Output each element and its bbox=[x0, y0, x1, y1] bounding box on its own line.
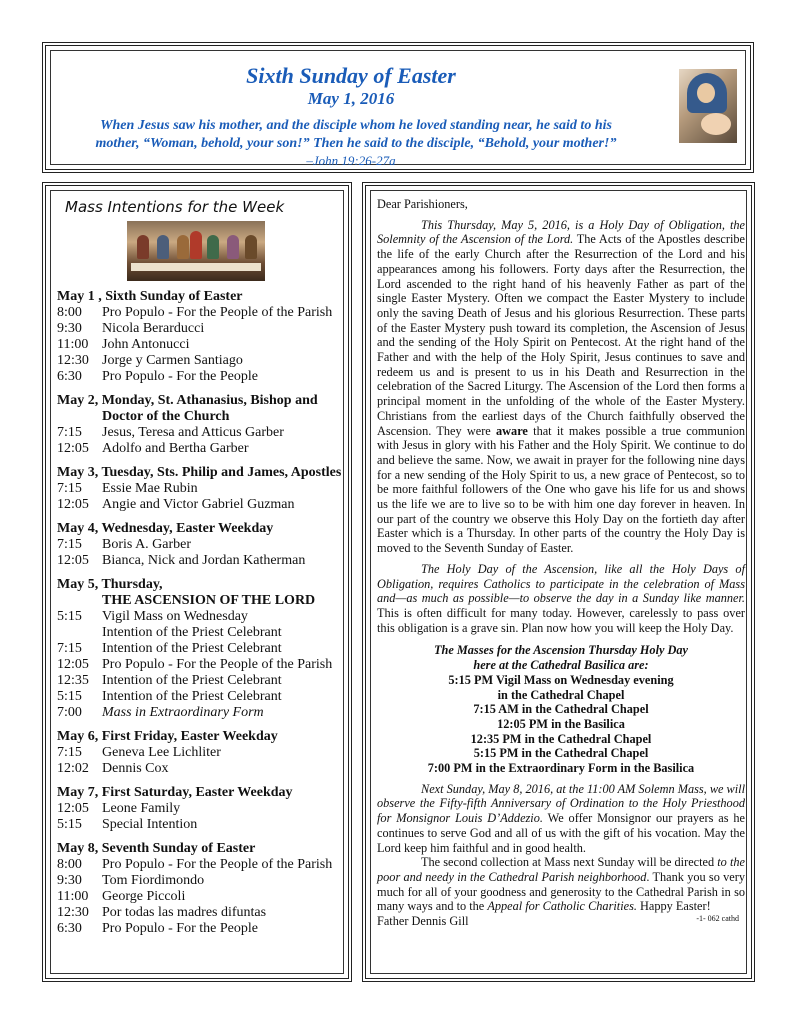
mass-schedule-list bbox=[377, 673, 745, 776]
intention-day-heading: May 7, First Saturday, Easter Weekday bbox=[57, 785, 293, 800]
intention-day bbox=[57, 521, 349, 569]
intention-time: 7:15 bbox=[57, 745, 82, 760]
apostle-figure bbox=[157, 235, 169, 259]
intention-day bbox=[57, 465, 349, 513]
intention-day bbox=[57, 289, 349, 385]
intention-time: 12:05 bbox=[57, 441, 89, 456]
apostle-figure bbox=[245, 235, 257, 259]
intention-time: 11:00 bbox=[57, 337, 89, 352]
intention-row bbox=[57, 337, 349, 353]
intention-time: 12:05 bbox=[57, 497, 89, 512]
intention-name: Por todas las madres difuntas bbox=[102, 905, 267, 920]
intention-time: 6:30 bbox=[57, 369, 82, 384]
intention-name: Vigil Mass on Wednesday bbox=[102, 609, 248, 624]
intention-name: John Antonucci bbox=[102, 337, 190, 352]
letter-paragraph-ascension bbox=[377, 218, 745, 556]
intention-time: 7:15 bbox=[57, 425, 82, 440]
letter-p1-bold: aware bbox=[496, 423, 528, 438]
intention-day bbox=[57, 393, 349, 457]
intention-time: 7:00 bbox=[57, 705, 82, 720]
bulletin-date: May 1, 2016 bbox=[307, 89, 395, 108]
apostle-figure bbox=[227, 235, 239, 259]
letter-p2-italic: The Holy Day of the Ascension, like all the Holy Days of Obligation, requires Catholics to participate in the celebration of Mass and—as much as possible—to observe the day in a Sunday like manner. bbox=[377, 561, 745, 606]
intention-time: 8:00 bbox=[57, 857, 82, 872]
intention-row bbox=[57, 761, 349, 777]
letter-paragraph-collection bbox=[377, 855, 745, 914]
letter-p4-end: Happy Easter! bbox=[636, 899, 711, 914]
intention-name: Intention of the Priest Celebrant bbox=[102, 641, 282, 656]
intention-row bbox=[57, 673, 349, 689]
mass-schedule-line: 7:00 PM in the Extraordinary Form in the Basilica bbox=[427, 761, 695, 776]
mass-schedule-line: 5:15 PM in the Cathedral Chapel bbox=[473, 746, 649, 761]
intention-time: 7:15 bbox=[57, 481, 82, 496]
child-figure bbox=[701, 113, 731, 135]
scripture-citation: –John 19:26-27a bbox=[306, 153, 396, 168]
mass-schedule-title-2: here at the Cathedral Basilica are: bbox=[473, 658, 649, 673]
intention-row bbox=[57, 745, 349, 761]
intention-time: 9:30 bbox=[57, 321, 82, 336]
page-code: -1- 062 cathd bbox=[696, 914, 739, 924]
letter-paragraph-anniversary bbox=[377, 782, 745, 856]
intention-time: 12:30 bbox=[57, 353, 89, 368]
letter-p4-italic-2: Appeal for Catholic Charities. bbox=[487, 899, 637, 914]
intention-row bbox=[57, 553, 349, 569]
intention-row bbox=[57, 689, 349, 705]
intention-day-heading: May 3, Tuesday, Sts. Philip and James, Apostles bbox=[57, 465, 342, 480]
intention-row bbox=[57, 905, 349, 921]
intention-name: Geneva Lee Lichliter bbox=[102, 745, 221, 760]
letter-salutation: Dear Parishioners, bbox=[377, 197, 468, 211]
intention-day-heading: May 8, Seventh Sunday of Easter bbox=[57, 841, 256, 856]
intention-day-heading: May 4, Wednesday, Easter Weekday bbox=[57, 521, 274, 536]
intention-row bbox=[57, 321, 349, 337]
letter-p4-start: The second collection at Mass next Sunday will be directed bbox=[421, 855, 718, 870]
intention-time: 6:30 bbox=[57, 921, 82, 936]
header-box bbox=[42, 42, 754, 173]
apostle-figure bbox=[207, 235, 219, 259]
intention-time: 5:15 bbox=[57, 609, 82, 624]
intention-name: Dennis Cox bbox=[102, 761, 169, 776]
intention-name: Pro Populo - For the People of the Parish bbox=[102, 657, 333, 672]
intention-time: 12:05 bbox=[57, 553, 89, 568]
intention-day-subheading: THE ASCENSION OF THE LORD bbox=[102, 593, 316, 608]
intention-row bbox=[57, 657, 349, 673]
intention-name: Pro Populo - For the People of the Parish bbox=[102, 305, 333, 320]
intention-row bbox=[57, 537, 349, 553]
mass-schedule-line: in the Cathedral Chapel bbox=[497, 687, 625, 702]
intention-day bbox=[57, 577, 349, 721]
intention-day-heading: May 5, Thursday, bbox=[57, 577, 163, 592]
letter-signature: Father Dennis Gill bbox=[377, 914, 469, 929]
intention-time: 5:15 bbox=[57, 817, 82, 832]
letter-paragraph-obligation bbox=[377, 562, 745, 636]
mass-schedule-line: 12:35 PM in the Cathedral Chapel bbox=[470, 731, 652, 746]
intention-day-heading: May 2, Monday, St. Athanasius, Bishop and bbox=[57, 393, 318, 408]
intention-row bbox=[57, 857, 349, 873]
intention-day bbox=[57, 841, 349, 937]
intention-name: Intention of the Priest Celebrant bbox=[102, 689, 282, 704]
mass-schedule-title-1: The Masses for the Ascension Thursday Holy Day bbox=[433, 643, 689, 658]
intention-name: Leone Family bbox=[102, 801, 181, 816]
intention-name: Intention of the Priest Celebrant bbox=[102, 673, 282, 688]
intention-name: Adolfo and Bertha Garber bbox=[102, 441, 249, 456]
letter-p3-text: We offer Monsignor our prayers as he continues to serve God and all of us with the gift of his vocation. May the Lord keep him faithful and in good health. bbox=[377, 811, 745, 855]
ascension-mass-schedule bbox=[377, 643, 745, 775]
madonna-face bbox=[697, 83, 715, 103]
scripture-quote-line-1: When Jesus saw his mother, and the disciple whom he loved standing near, he said to his bbox=[100, 118, 612, 133]
intention-time: 12:35 bbox=[57, 673, 89, 688]
intention-day bbox=[57, 729, 349, 777]
intention-name: George Piccoli bbox=[102, 889, 186, 904]
intention-row bbox=[57, 441, 349, 457]
pastor-letter-inner-border bbox=[370, 190, 747, 974]
intention-name: Mass in Extraordinary Form bbox=[102, 705, 264, 720]
intention-time: 12:30 bbox=[57, 905, 89, 920]
intention-name: Special Intention bbox=[102, 817, 198, 832]
intention-time: 9:30 bbox=[57, 873, 82, 888]
intention-time: 5:15 bbox=[57, 689, 82, 704]
intention-row bbox=[57, 889, 349, 905]
intention-name: Essie Mae Rubin bbox=[102, 481, 198, 496]
intention-name: Nicola Berarducci bbox=[102, 321, 205, 336]
letter-p1-text-b: that it makes possible a true communion with Jesus in glory with his Father and the Holy Spirit. We continue to do and believe the same. Now, we await in prayer for the following nine days for a new sending of the Holy Spirit to us, a new grace of Pentecost, so to be more faithful followers of the One who gave his life for us and shows us the life we are to live so to be with him one day forever in heaven. In our part of the country we observe this Holy Day on the fortieth day after Easter which is a Thursday. In other parts of the country the Holy Day is moved to the Seventh Sunday of Easter. bbox=[377, 423, 745, 556]
mass-intentions-title: Mass Intentions for the Week bbox=[65, 198, 285, 216]
intention-row bbox=[57, 305, 349, 321]
apostle-figure bbox=[177, 235, 189, 259]
letter-p3-italic: Next Sunday, May 8, 2016, at the 11:00 AM Solemn Mass, we will observe the Fifty-fifth Anniversary of Ordination to the Holy Priesthood for Monsignor Louis D’Addezio. bbox=[377, 781, 746, 826]
intention-name: Intention of the Priest Celebrant bbox=[102, 625, 282, 640]
intention-row bbox=[57, 801, 349, 817]
intention-name: Boris A. Garber bbox=[102, 537, 192, 552]
apostle-figure bbox=[137, 235, 149, 259]
intention-name: Bianca, Nick and Jordan Katherman bbox=[102, 553, 306, 568]
intention-name: Pro Populo - For the People bbox=[102, 369, 258, 384]
intention-time: 8:00 bbox=[57, 305, 82, 320]
intention-row bbox=[57, 873, 349, 889]
intention-row bbox=[57, 353, 349, 369]
intention-row bbox=[57, 641, 349, 657]
scripture-quote bbox=[61, 117, 651, 153]
intention-row bbox=[57, 425, 349, 441]
mass-schedule-line: 7:15 AM in the Cathedral Chapel bbox=[473, 702, 649, 717]
intention-name: Pro Populo - For the People bbox=[102, 921, 258, 936]
intention-day-heading: May 6, First Friday, Easter Weekday bbox=[57, 729, 278, 744]
letter-p1-italic: This Thursday, May 5, 2016, is a Holy Day of Obligation, the Solemnity of the Ascension of the Lord. bbox=[377, 217, 745, 247]
mass-schedule-line: 12:05 PM in the Basilica bbox=[497, 716, 625, 731]
letter-p4-italic: to the poor and needy in the Cathedral Parish neighborhood bbox=[377, 855, 745, 884]
christ-figure bbox=[190, 231, 202, 259]
intention-time: 7:15 bbox=[57, 641, 82, 656]
scripture-quote-line-2: mother, “Woman, behold, your son!” Then he said to the disciple, “Behold, your mother!” bbox=[95, 136, 617, 151]
intention-row bbox=[57, 481, 349, 497]
letter-p4-mid: . Thank you so very much for all of your goodness and generosity to the Cathedral Parish in so many ways and to the bbox=[377, 869, 745, 914]
intention-time: 11:00 bbox=[57, 889, 89, 904]
intention-time: 12:05 bbox=[57, 801, 89, 816]
intention-row bbox=[57, 705, 349, 721]
intention-name: Angie and Victor Gabriel Guzman bbox=[102, 497, 295, 512]
mass-schedule-line: 5:15 PM Vigil Mass on Wednesday evening bbox=[448, 672, 674, 687]
intention-row bbox=[57, 921, 349, 937]
intention-row bbox=[57, 497, 349, 513]
header-inner-border bbox=[50, 50, 746, 168]
last-supper-image bbox=[127, 221, 265, 281]
intention-name: Tom Fiordimondo bbox=[102, 873, 205, 888]
mass-intentions-inner-border bbox=[50, 190, 344, 974]
intention-time bbox=[57, 625, 102, 641]
letter-p2-text: This is often difficult for many today. However, carelessly to pass over this obligation is a grave sin. Plan now how you will keep the Holy Day. bbox=[377, 605, 745, 635]
intention-row bbox=[57, 369, 349, 385]
pastor-letter-box bbox=[362, 182, 755, 982]
madonna-and-child-image bbox=[679, 69, 737, 143]
intention-row bbox=[57, 609, 349, 625]
intention-name: Pro Populo - For the People of the Parish bbox=[102, 857, 333, 872]
bulletin-title: Sixth Sunday of Easter bbox=[246, 63, 456, 88]
pastor-letter bbox=[377, 197, 745, 929]
intention-day-heading: May 1 , Sixth Sunday of Easter bbox=[57, 289, 243, 304]
intentions-list bbox=[57, 289, 349, 945]
intention-row bbox=[57, 817, 349, 833]
supper-table bbox=[131, 263, 261, 271]
intention-day-subheading: Doctor of the Church bbox=[102, 409, 230, 424]
intention-name: Jesus, Teresa and Atticus Garber bbox=[102, 425, 284, 440]
mass-intentions-box bbox=[42, 182, 352, 982]
intention-time: 12:02 bbox=[57, 761, 89, 776]
letter-p1-text-a: The Acts of the Apostles describe the life of the early Church after the Resurrection of the Lord and his appearances among his followers. Forty days after the Resurrection, the Lord ascended to the right hand of his heavenly Father as part of the single Easter Mystery. Often we compact the Easter Mystery to include only the saving Death of Jesus and his glorious Resurrection. These parts of the Easter Mystery push toward its completion, the Ascension of Jesus and the sending of the Holy Spirit on Pentecost. At the right hand of the Father and with the help of the Holy Spirit, Jesus continues to save and redeem us and is present to us in his Death and Resurrection in the celebration of the Sacred Liturgy. The Ascension of the Lord then forms a principal moment in the unfolding of the whole of the Easter Mystery. Christians from the earliest days of the Church faithfully observed the Ascension. They were bbox=[377, 232, 746, 438]
intention-name: Jorge y Carmen Santiago bbox=[102, 353, 243, 368]
letter-signature-line bbox=[377, 914, 745, 929]
intention-row bbox=[57, 625, 349, 641]
intention-time: 7:15 bbox=[57, 537, 82, 552]
intention-day bbox=[57, 785, 349, 833]
intention-time: 12:05 bbox=[57, 657, 89, 672]
